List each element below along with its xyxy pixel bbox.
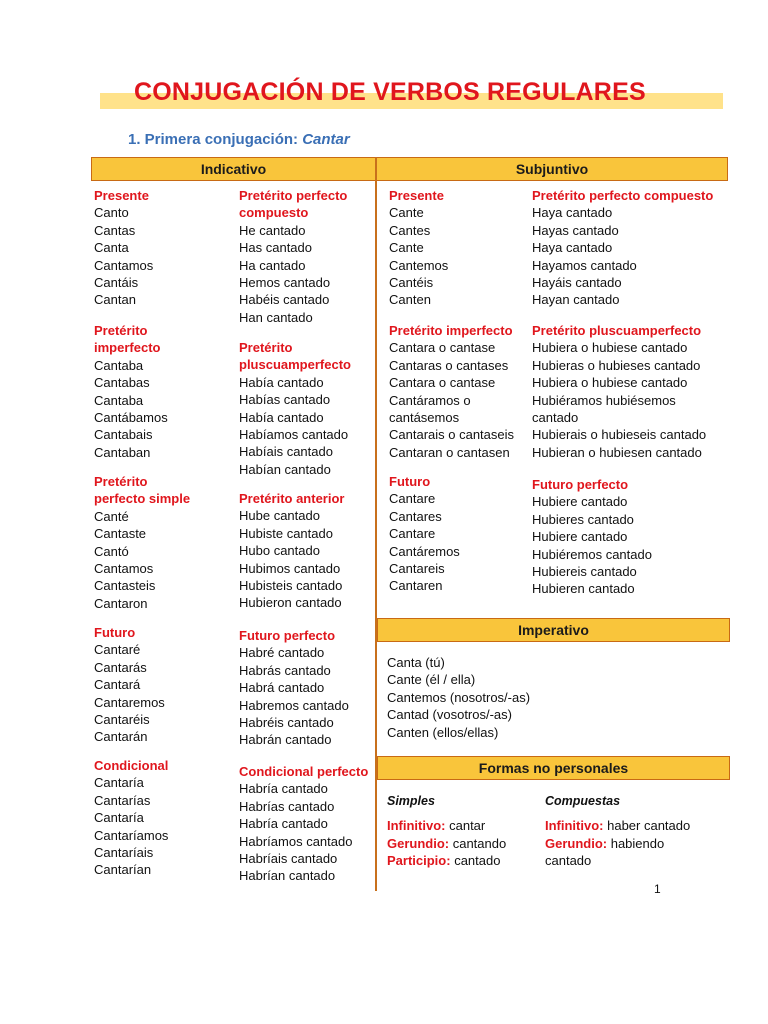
form-value: haber cantado <box>603 818 691 834</box>
verb-form: Canto <box>94 205 129 221</box>
tense-heading: Pretérito imperfecto <box>389 323 513 338</box>
verb-form: Hubiera o hubiese cantado <box>532 340 688 356</box>
verb-form: Hubiste cantado <box>239 525 333 541</box>
verb-form: Habré cantado <box>239 645 325 661</box>
no-personales-header: Formas no personales <box>377 756 730 780</box>
ind-imperfecto <box>94 322 168 461</box>
verb-form: Cantarían <box>94 862 152 878</box>
tense-heading: imperfecto <box>94 340 161 356</box>
verb-form: Cantáis <box>94 275 139 291</box>
verb-form: Hubieras o hubieses cantado <box>532 357 701 373</box>
imperativo-form: Canta (tú) <box>387 655 445 670</box>
verb-form: Hubieron cantado <box>239 595 342 611</box>
column-divider <box>375 157 377 891</box>
verb-form: Cantaremos <box>94 694 165 710</box>
tense-heading: Pretérito pluscuamperfecto <box>532 323 702 338</box>
verb-form: cantásemos <box>389 410 460 426</box>
verb-form: Habrías cantado <box>239 798 335 814</box>
sub-perfecto-compuesto <box>532 187 713 309</box>
verb-form: Hubiereis cantado <box>532 564 637 580</box>
verb-form: Hemos cantado <box>239 275 331 291</box>
form-label: Gerundio: <box>545 835 608 851</box>
tense-heading: Presente <box>389 188 444 203</box>
verb-form: Cantaría <box>94 775 144 791</box>
verb-form: Habríais cantado <box>239 851 338 867</box>
simples-block <box>387 793 506 870</box>
ind-perfecto-simple <box>94 473 190 612</box>
verb-form: Habremos cantado <box>239 697 349 713</box>
verb-form: Cantara o cantase <box>389 375 496 391</box>
verb-form: Hubieres cantado <box>532 511 634 527</box>
form-label: Infinitivo: <box>387 818 446 834</box>
verb-form: Cantare <box>389 526 436 542</box>
tense-heading: Futuro perfecto <box>532 477 629 492</box>
tense-heading: Futuro <box>94 625 136 640</box>
subtitle-verb: Cantar <box>302 131 350 148</box>
verb-form: Cantarán <box>94 729 148 745</box>
tense-heading: compuesto <box>239 205 309 221</box>
verb-form: He cantado <box>239 222 306 238</box>
verb-form: Haya cantado <box>532 240 613 256</box>
verb-form: Cantó <box>94 543 129 559</box>
sub-futuro <box>389 473 460 595</box>
verb-form: Cantará <box>94 677 141 693</box>
sub-imperfecto <box>389 322 514 461</box>
verb-form: Había cantado <box>239 374 324 390</box>
verb-form: Habrá cantado <box>239 680 325 696</box>
verb-form: Hayáis cantado <box>532 275 622 291</box>
verb-form: Cantaba <box>94 357 144 373</box>
verb-form: Hubiera o hubiese cantado <box>532 375 688 391</box>
verb-form: Cantamos <box>94 257 154 273</box>
verb-form: Cantarás <box>94 659 147 675</box>
tense-heading: Futuro perfecto <box>239 628 336 643</box>
tense-heading: Pretérito <box>94 474 148 489</box>
verb-form: Cantan <box>94 292 136 308</box>
tense-heading: pluscuamperfecto <box>239 357 351 373</box>
verb-form: Cantaban <box>94 444 151 460</box>
compuestas-title: Compuestas <box>545 794 621 808</box>
verb-form: Cantasteis <box>94 578 156 594</box>
tense-heading: perfecto simple <box>94 491 191 507</box>
tense-heading: Pretérito anterior <box>239 491 345 506</box>
verb-form: Cantara o cantase <box>389 340 496 356</box>
verb-form: Hayas cantado <box>532 222 619 238</box>
verb-form: Cante <box>389 205 424 221</box>
sub-futuro-perfecto <box>532 476 652 598</box>
section-subtitle <box>128 131 350 148</box>
verb-form: Canta <box>94 240 129 256</box>
verb-form: Cantaríais <box>94 845 154 861</box>
page-number: 1 <box>654 882 661 896</box>
compuestas-block <box>545 793 690 870</box>
verb-form: Cantamos <box>94 561 154 577</box>
subjuntivo-header: Subjuntivo <box>376 157 728 181</box>
verb-form: cantado <box>532 410 579 426</box>
verb-form: Hubiere cantado <box>532 494 628 510</box>
verb-form: Habrían cantado <box>239 868 336 884</box>
indicativo-header: Indicativo <box>91 157 376 181</box>
verb-form: Canten <box>389 292 431 308</box>
imperativo-list <box>387 654 530 741</box>
sub-pluscuamperfecto <box>532 322 706 461</box>
verb-form: Cantéis <box>389 275 434 291</box>
verb-form: Cantaríamos <box>94 827 169 843</box>
verb-form: Hubiéremos cantado <box>532 546 652 562</box>
verb-form: Canté <box>94 508 129 524</box>
verb-form: Hubierais o hubieseis cantado <box>532 427 707 443</box>
verb-form: Hubo cantado <box>239 543 320 559</box>
ind-futuro <box>94 624 165 746</box>
tense-heading: Pretérito <box>239 340 293 355</box>
verb-form: Cante <box>389 240 424 256</box>
verb-form: Has cantado <box>239 240 312 256</box>
verb-form: Habían cantado <box>239 461 331 477</box>
verb-form: Hubimos cantado <box>239 560 341 576</box>
tense-heading: Condicional <box>94 758 169 773</box>
verb-form: Habíamos cantado <box>239 427 349 443</box>
tense-heading: Pretérito perfecto <box>239 188 348 203</box>
sub-presente <box>389 187 448 309</box>
verb-form: Cantaste <box>94 526 147 542</box>
tense-heading: Presente <box>94 188 149 203</box>
ind-anterior <box>239 490 344 612</box>
verb-form: Habías cantado <box>239 392 331 408</box>
verb-form: Hubieren cantado <box>532 581 635 597</box>
imperativo-form: Cantad (vosotros/-as) <box>387 707 512 723</box>
ind-perfecto-compuesto <box>239 187 347 326</box>
verb-form: Cantábamos <box>94 410 168 426</box>
verb-form: Cantaréis <box>94 712 150 728</box>
form-value: cantado <box>450 853 501 869</box>
verb-form: Cantaren <box>389 578 443 594</box>
verb-form: Cantabais <box>94 427 153 443</box>
compuestas-row <box>545 835 690 852</box>
ind-condicional-perfecto <box>239 763 368 885</box>
verb-form: Cantarías <box>94 792 151 808</box>
subtitle-prefix: 1. Primera conjugación: <box>128 131 303 148</box>
verb-form: Hayamos cantado <box>532 257 637 273</box>
tense-heading: Futuro <box>389 474 431 489</box>
tense-heading: Pretérito <box>94 323 148 338</box>
form-value: cantado <box>545 853 592 869</box>
verb-form: Haya cantado <box>532 205 613 221</box>
form-label: Participio: <box>387 853 451 869</box>
verb-form: Cantemos <box>389 257 449 273</box>
compuestas-row <box>545 817 690 834</box>
verb-form: Habíais cantado <box>239 444 333 460</box>
verb-form: Cantabas <box>94 375 150 391</box>
simples-row <box>387 817 506 834</box>
verb-form: Había cantado <box>239 409 324 425</box>
verb-form: Habréis cantado <box>239 715 334 731</box>
verb-form: Cantes <box>389 222 431 238</box>
verb-form: Cantaría <box>94 810 144 826</box>
verb-form: Cantaran o cantasen <box>389 444 510 460</box>
compuestas-row <box>545 852 690 869</box>
simples-title: Simples <box>387 794 435 808</box>
page-title: CONJUGACIÓN DE VERBOS REGULARES <box>134 78 646 106</box>
verb-form: Habrás cantado <box>239 662 331 678</box>
verb-form: Cantares <box>389 508 442 524</box>
form-value: cantando <box>449 835 507 851</box>
verb-form: Cantaré <box>94 642 141 658</box>
verb-form: Ha cantado <box>239 257 306 273</box>
verb-form: Habría cantado <box>239 781 328 797</box>
verb-form: Hube cantado <box>239 508 320 524</box>
verb-form: Habríamos cantado <box>239 833 353 849</box>
ind-futuro-perfecto <box>239 627 349 749</box>
verb-form: Hubisteis cantado <box>239 578 343 594</box>
verb-form: Cantaba <box>94 392 144 408</box>
verb-form: Cantaras o cantases <box>389 357 509 373</box>
ind-presente <box>94 187 153 309</box>
verb-form: Cantáramos o <box>389 392 471 408</box>
verb-form: Cantarais o cantaseis <box>389 427 515 443</box>
verb-form: Cantaron <box>94 595 148 611</box>
simples-row <box>387 835 506 852</box>
tense-heading: Condicional perfecto <box>239 764 369 779</box>
verb-form: Cantas <box>94 222 136 238</box>
form-value: habiendo <box>607 835 665 851</box>
ind-pluscuamperfecto <box>239 339 351 478</box>
imperativo-form: Canten (ellos/ellas) <box>387 724 499 740</box>
verb-form: Habría cantado <box>239 816 328 832</box>
verb-form: Hubieran o hubiesen cantado <box>532 444 702 460</box>
verb-form: Habrán cantado <box>239 732 332 748</box>
verb-form: Hayan cantado <box>532 292 620 308</box>
verb-form: Cantare <box>389 491 436 507</box>
form-value: cantar <box>445 818 486 834</box>
ind-condicional <box>94 757 168 879</box>
form-label: Gerundio: <box>387 835 450 851</box>
verb-form: Hubiéramos hubiésemos <box>532 392 676 408</box>
verb-form: Cantareis <box>389 561 445 577</box>
verb-form: Habéis cantado <box>239 292 330 308</box>
imperativo-header: Imperativo <box>377 618 730 642</box>
simples-row <box>387 852 506 869</box>
tense-heading: Pretérito perfecto compuesto <box>532 188 714 203</box>
verb-form: Hubiere cantado <box>532 529 628 545</box>
verb-form: Han cantado <box>239 309 313 325</box>
form-label: Infinitivo: <box>545 818 604 834</box>
imperativo-form: Cante (él / ella) <box>387 672 476 688</box>
imperativo-form: Cantemos (nosotros/-as) <box>387 689 531 705</box>
verb-form: Cantáremos <box>389 543 460 559</box>
